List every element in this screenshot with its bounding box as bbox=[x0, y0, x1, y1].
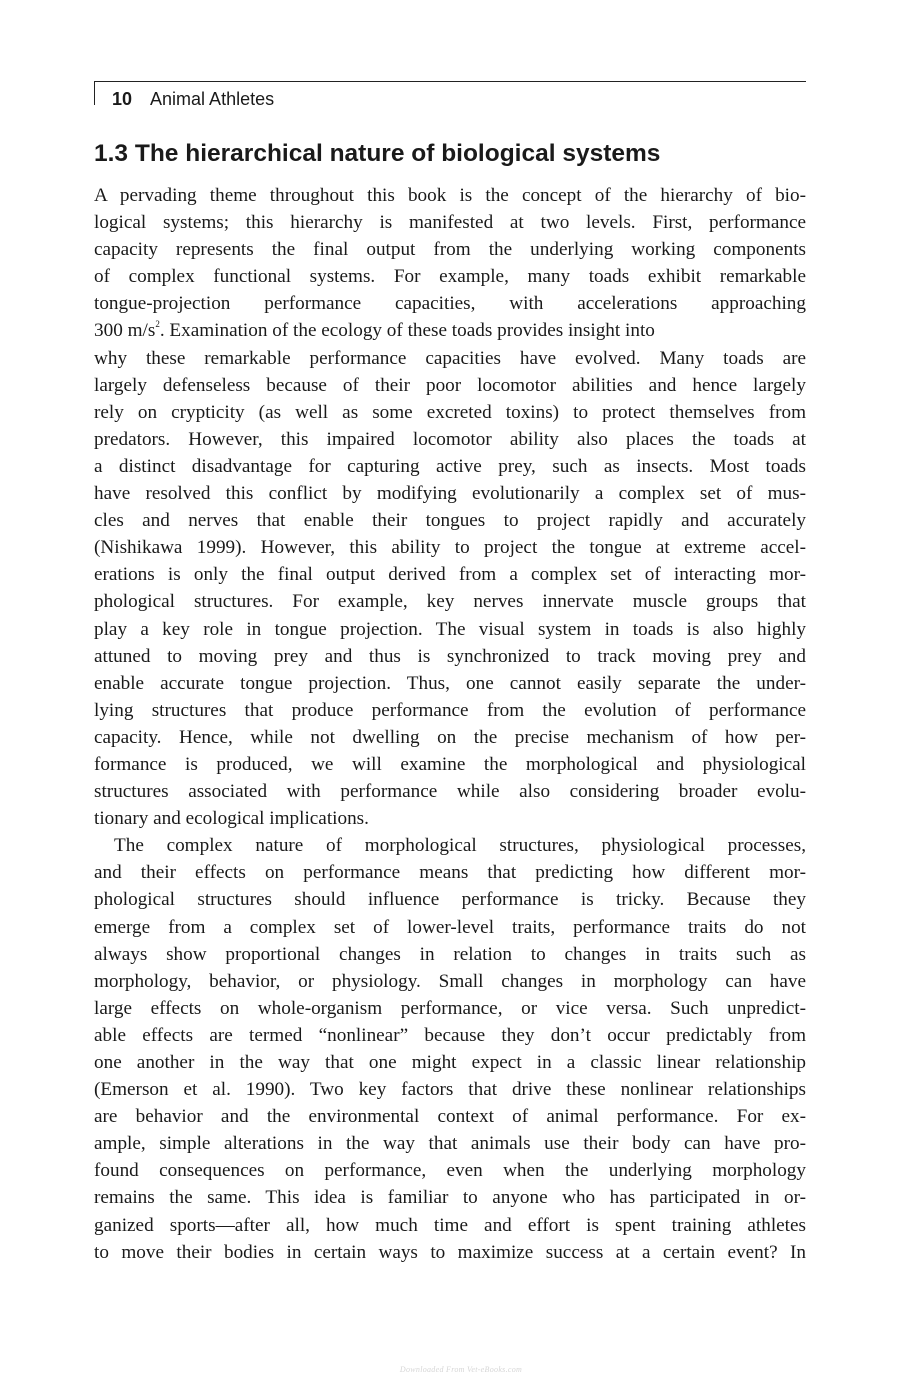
text-line: capacity represents the final output from the underlying working components bbox=[94, 239, 806, 261]
text-line: rely on crypticity (as well as some excreted toxins) to protect themselves from bbox=[94, 401, 806, 423]
text-line: to move their bodies in certain ways to maximize success at a certain event? In bbox=[94, 1241, 806, 1263]
text-line: capacity. Hence, while not dwelling on the precise mechanism of how per- bbox=[94, 726, 806, 748]
superscript: 2 bbox=[155, 319, 160, 330]
text-line: remains the same. This idea is familiar to anyone who has participated in or- bbox=[94, 1187, 806, 1209]
paragraph-2 bbox=[94, 832, 806, 1266]
book-title: Animal Athletes bbox=[150, 89, 275, 109]
text-line: enable accurate tongue projection. Thus, one cannot easily separate the under- bbox=[94, 672, 806, 694]
text-line: erations is only the final output derived from a complex set of interacting mor- bbox=[94, 564, 806, 586]
text-line bbox=[94, 317, 806, 344]
text-line-start: 300 m/s bbox=[94, 320, 156, 342]
text-line: of complex functional systems. For example, many toads exhibit remarkable bbox=[94, 266, 806, 288]
text-line: why these remarkable performance capacities have evolved. Many toads are bbox=[94, 347, 806, 369]
text-line: always show proportional changes in relation to changes in traits such as bbox=[94, 943, 806, 965]
page-number: 10 bbox=[112, 89, 133, 109]
text-line: phological structures. For example, key nerves innervate muscle groups that bbox=[94, 591, 806, 613]
paragraph-1 bbox=[94, 182, 806, 832]
text-line: attuned to moving prey and thus is synchronized to track moving prey and bbox=[94, 645, 806, 667]
text-line: formance is produced, we will examine the morphological and physiological bbox=[94, 753, 806, 775]
text-line-end: . Examination of the ecology of these toads provides insight into bbox=[159, 320, 655, 342]
text-line: logical systems; this hierarchy is manifested at two levels. First, performance bbox=[94, 212, 806, 234]
header-rule bbox=[94, 81, 806, 82]
text-line: predators. However, this impaired locomotor ability also places the toads at bbox=[94, 428, 806, 450]
running-head bbox=[112, 88, 274, 110]
text-line: largely defenseless because of their poor locomotor abilities and hence largely bbox=[94, 374, 806, 396]
text-line: found consequences on performance, even when the underlying morphology bbox=[94, 1160, 806, 1182]
text-line: (Emerson et al. 1990). Two key factors that drive these nonlinear relationships bbox=[94, 1079, 806, 1101]
text-line: ample, simple alterations in the way that animals use their body can have pro- bbox=[94, 1133, 806, 1155]
text-line: ganized sports—after all, how much time and effort is spent training athletes bbox=[94, 1214, 806, 1236]
text-line: cles and nerves that enable their tongues to project rapidly and accurately bbox=[94, 510, 806, 532]
text-line: a distinct disadvantage for capturing active prey, such as insects. Most toads bbox=[94, 455, 806, 477]
section-heading: 1.3 The hierarchical nature of biological systems bbox=[94, 140, 661, 167]
text-line: morphology, behavior, or physiology. Small changes in morphology can have bbox=[94, 970, 806, 992]
header-rule-left bbox=[94, 81, 95, 105]
text-line: lying structures that produce performance from the evolution of performance bbox=[94, 699, 806, 721]
body-text bbox=[94, 182, 806, 1266]
text-line: The complex nature of morphological structures, physiological processes, bbox=[114, 835, 806, 857]
text-line: tionary and ecological implications. bbox=[94, 808, 369, 830]
download-watermark: Downloaded From Vet-eBooks.com bbox=[399, 1365, 523, 1374]
text-line: play a key role in tongue projection. The visual system in toads is also highly bbox=[94, 618, 806, 640]
text-line: emerge from a complex set of lower-level traits, performance traits do not bbox=[94, 916, 806, 938]
text-line: large effects on whole-organism performance, or vice versa. Such unpredict- bbox=[94, 997, 806, 1019]
text-line: able effects are termed “nonlinear” because they don’t occur predictably from bbox=[94, 1024, 806, 1046]
text-line: one another in the way that one might expect in a classic linear relationship bbox=[94, 1052, 806, 1073]
text-line: have resolved this conflict by modifying evolutionarily a complex set of mus- bbox=[94, 483, 806, 505]
text-line: structures associated with performance while also considering broader evolu- bbox=[94, 781, 806, 803]
text-line: are behavior and the environmental context of animal performance. For ex- bbox=[94, 1106, 806, 1128]
text-line: and their effects on performance means that predicting how different mor- bbox=[94, 862, 806, 884]
text-line: tongue-projection performance capacities, with accelerations approaching bbox=[94, 293, 806, 315]
text-line: A pervading theme throughout this book is the concept of the hierarchy of bio- bbox=[94, 185, 806, 206]
text-line: phological structures should influence performance is tricky. Because they bbox=[94, 889, 806, 911]
text-line: (Nishikawa 1999). However, this ability to project the tongue at extreme accel- bbox=[94, 537, 806, 559]
